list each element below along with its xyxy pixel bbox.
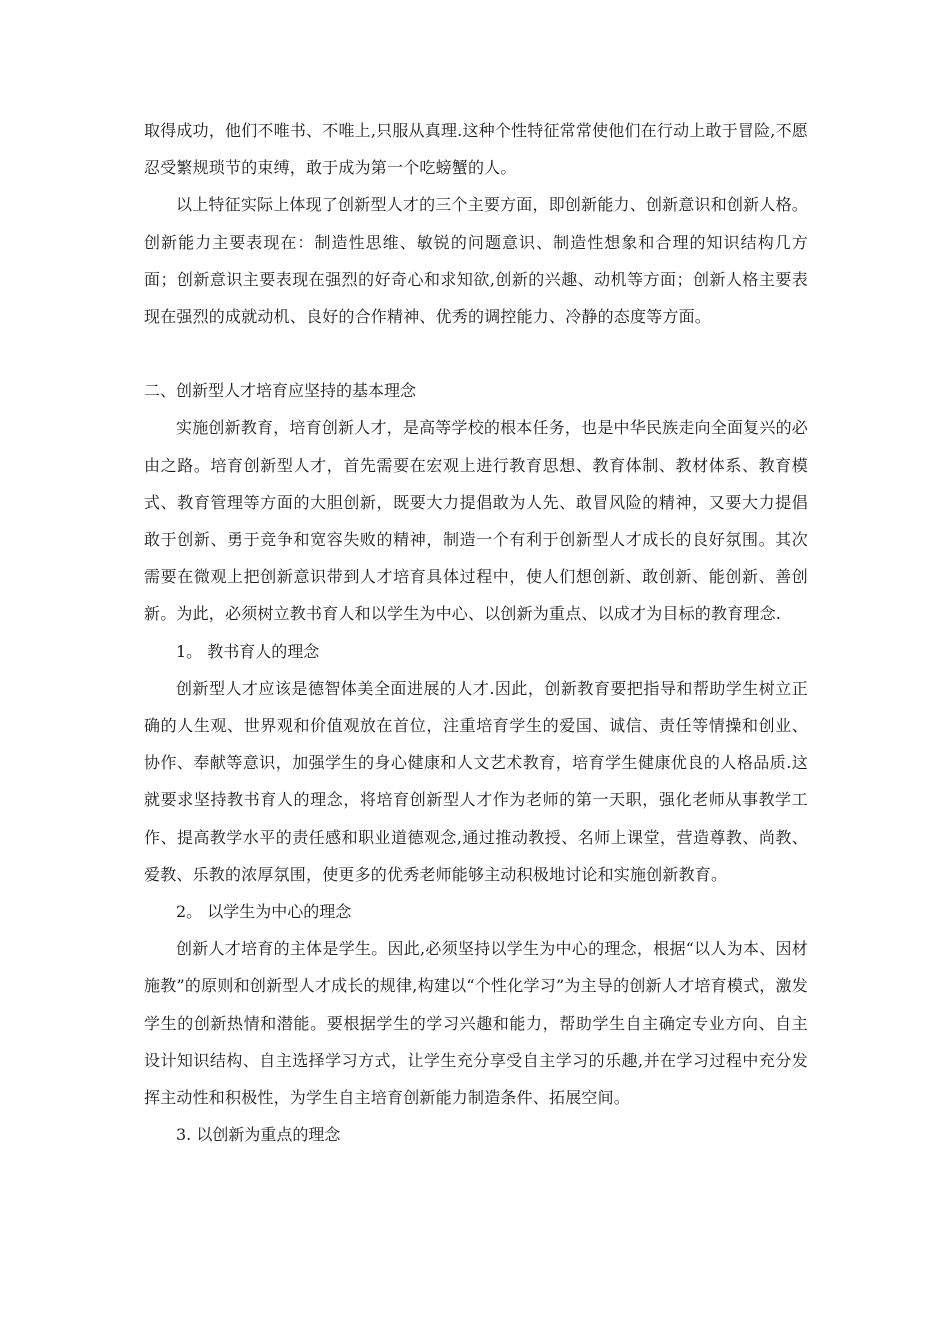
subheading-3: 3. 以创新为重点的理念 [176,1125,341,1145]
section-heading-2: 二、创新型人才培育应坚持的基本理念 [144,381,417,401]
paragraph-teaching-concept: 创新型人才应该是德智体美全面进展的人才.因此，创新教育要把指导和帮助学生树立正确的人生观、世界观和价值观放在首位，注重培育学生的爱国、诚信、责任等情操和创业、协作、奉献等意识，加强学生的身心健康和人文艺术教育，培育学生健康优良的人格品质.这就要求坚持教书育人的理念，将培育创新型人才作为老师的第一天职，强化老师从事教学工作、提高教学水平的责任感和职业道德观念,通过推动教授、名师上课堂，营造尊教、尚教、爱教、乐教的浓厚氛围，使更多的优秀老师能够主动积极地讨论和实施创新教育。 [144,678,808,884]
paragraph-student-centered: 创新人才培育的主体是学生。因此,必须坚持以学生为中心的理念，根据“以人为本、因材施教”的原则和创新型人才成长的规律,构建以“个性化学习”为主导的创新人才培育模式，激发学生的创新热情和潜能。要根据学生的学习兴趣和能力，帮助学生自主确定专业方向、自主设计知识结构、自主选择学习方式，让学生充分享受自主学习的乐趣,并在学习过程中充分发挥主动性和积极性，为学生自主培育创新能力制造条件、拓展空间。 [144,939,808,1108]
document-page [144,112,808,1153]
subheading-2: 2。 以学生为中心的理念 [176,902,352,922]
paragraph-education-concept: 实施创新教育，培育创新人才，是高等学校的根本任务，也是中华民族走向全面复兴的必由之路。培育创新型人才，首先需要在宏观上进行教育思想、教育体制、教材体系、教育模式、教育管理等方面的大胆创新，既要大力提倡敢为人先、敢冒风险的精神，又要大力提倡敢于创新、勇于竞争和宽容失败的精神，制造一个有利于创新型人才成长的良好氛围。其次需要在微观上把创新意识带到人才培育具体过程中，使人们想创新、敢创新、能创新、善创新。为此，必须树立教书育人和以学生为中心、以创新为重点、以成才为目标的教育理念. [144,418,808,624]
paragraph-innovation-traits: 以上特征实际上体现了创新型人才的三个主要方面，即创新能力、创新意识和创新人格。创新能力主要表现在：制造性思维、敏锐的问题意识、制造性想象和合理的知识结构几方面；创新意识主要表现在强烈的好奇心和求知欲,创新的兴趣、动机等方面；创新人格主要表现在强烈的成就动机、良好的合作精神、优秀的调控能力、冷静的态度等方面。 [144,195,808,327]
paragraph-continuation: 取得成功，他们不唯书、不唯上,只服从真理.这种个性特征常常使他们在行动上敢于冒险,不愿忍受繁规琐节的束缚，敢于成为第一个吃螃蟹的人。 [144,121,808,178]
subheading-1: 1。 教书育人的理念 [176,641,320,661]
section-gap [144,335,808,372]
